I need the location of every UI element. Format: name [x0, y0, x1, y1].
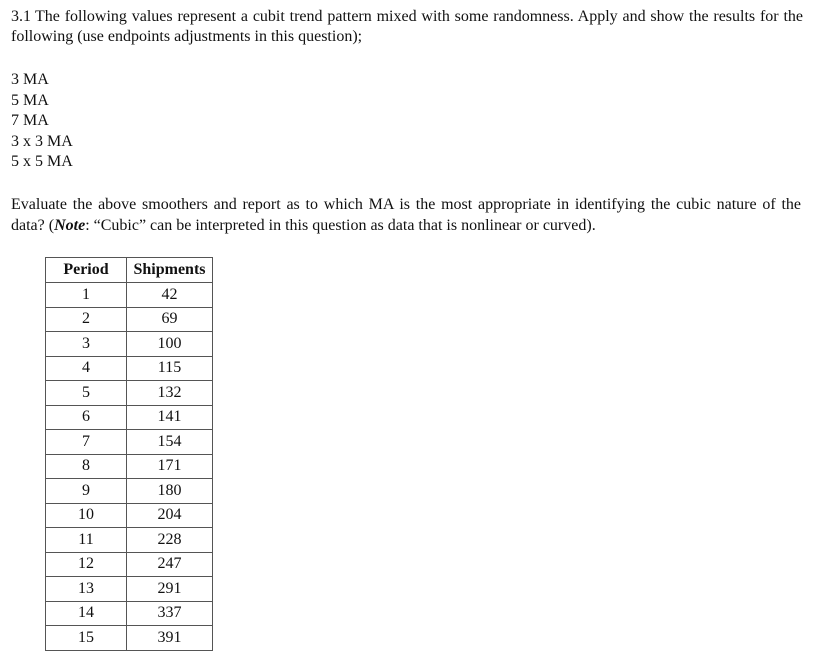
- table-row: [46, 430, 213, 455]
- table-row: [46, 405, 213, 430]
- shipments-cell: 154: [127, 430, 213, 455]
- period-cell: 13: [46, 577, 127, 602]
- shipments-cell: 132: [127, 381, 213, 406]
- period-cell: 7: [46, 430, 127, 455]
- shipments-cell: 141: [127, 405, 213, 430]
- table-row: [46, 307, 213, 332]
- ma-item-3x3ma: 3 x 3 MA: [11, 132, 73, 150]
- table-row: [46, 601, 213, 626]
- table-row: [46, 552, 213, 577]
- shipments-cell: 391: [127, 626, 213, 651]
- period-cell: 12: [46, 552, 127, 577]
- period-cell: 8: [46, 454, 127, 479]
- shipments-cell: 69: [127, 307, 213, 332]
- table-row: [46, 503, 213, 528]
- period-cell: 9: [46, 479, 127, 504]
- table-header-row: [46, 258, 213, 283]
- shipments-cell: 204: [127, 503, 213, 528]
- shipments-cell: 180: [127, 479, 213, 504]
- period-cell: 2: [46, 307, 127, 332]
- moving-average-list: [11, 70, 73, 173]
- period-cell: 1: [46, 283, 127, 308]
- period-cell: 6: [46, 405, 127, 430]
- shipments-cell: 42: [127, 283, 213, 308]
- ma-item-7ma: 7 MA: [11, 112, 49, 130]
- question-text: [11, 7, 803, 47]
- shipments-cell: 100: [127, 332, 213, 357]
- evaluate-text: [11, 194, 801, 236]
- period-cell: 14: [46, 601, 127, 626]
- period-cell: 5: [46, 381, 127, 406]
- shipments-cell: 291: [127, 577, 213, 602]
- table-row: [46, 332, 213, 357]
- shipments-cell: 247: [127, 552, 213, 577]
- evaluate-part2: : “Cubic” can be interpreted in this question as data that is nonlinear or curved).: [85, 217, 596, 234]
- period-cell: 10: [46, 503, 127, 528]
- shipments-cell: 115: [127, 356, 213, 381]
- table-row: [46, 356, 213, 381]
- question-number: 3.1: [11, 8, 31, 25]
- table-row: [46, 283, 213, 308]
- table-row: [46, 626, 213, 651]
- ma-item-5x5ma: 5 x 5 MA: [11, 153, 73, 171]
- shipments-cell: 228: [127, 528, 213, 553]
- period-cell: 15: [46, 626, 127, 651]
- question-body: The following values represent a cubit trend pattern mixed with some randomness. Apply and show the results for the following (use endpoints adjustments in this question);: [11, 8, 803, 45]
- ma-item-5ma: 5 MA: [11, 91, 49, 109]
- period-cell: 3: [46, 332, 127, 357]
- period-cell: 11: [46, 528, 127, 553]
- table-row: [46, 528, 213, 553]
- period-cell: 4: [46, 356, 127, 381]
- table-row: [46, 479, 213, 504]
- evaluate-part1: Evaluate the above smoothers and report as to which MA is the most appropriate in identifying the cubic nature of the data? (: [11, 196, 801, 234]
- table-row: [46, 577, 213, 602]
- ma-item-3ma: 3 MA: [11, 71, 49, 88]
- shipments-table: [45, 257, 213, 651]
- period-header: Period: [46, 258, 127, 283]
- table-body: [46, 283, 213, 651]
- shipments-cell: 337: [127, 601, 213, 626]
- note-label: Note: [54, 217, 86, 234]
- shipments-header: Shipments: [127, 258, 213, 283]
- shipments-cell: 171: [127, 454, 213, 479]
- table-row: [46, 454, 213, 479]
- table-row: [46, 381, 213, 406]
